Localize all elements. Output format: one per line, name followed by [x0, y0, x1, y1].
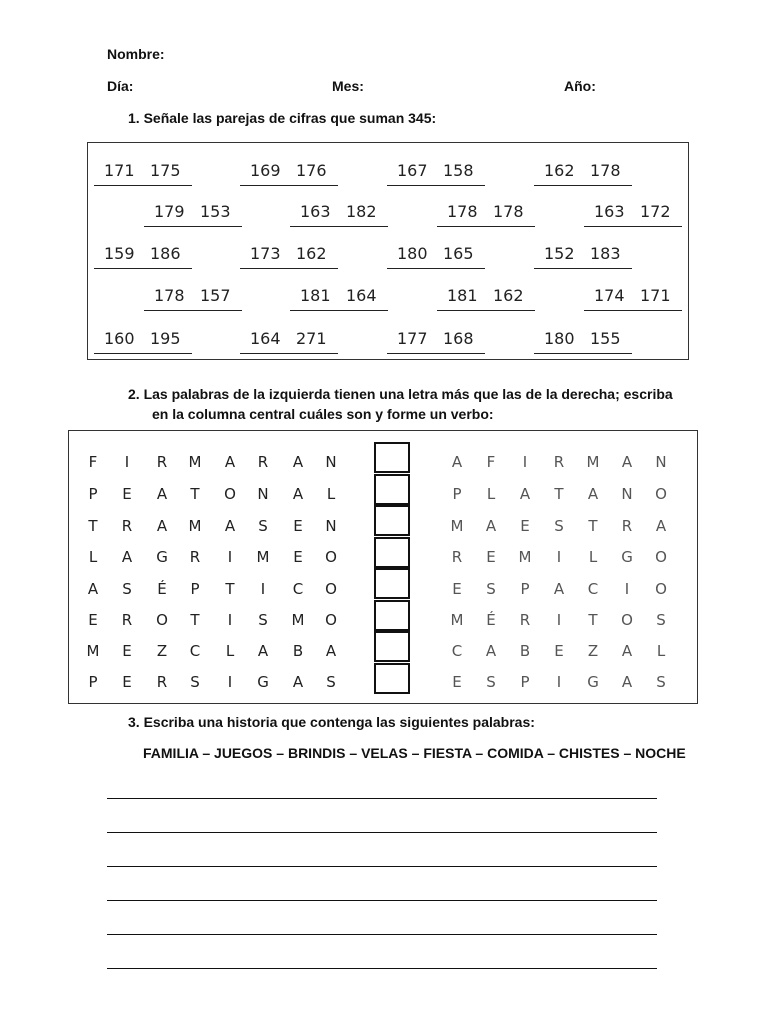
pair-number: 173	[250, 244, 281, 263]
right-word-letter: E	[486, 548, 496, 566]
day-label: Día:	[107, 78, 134, 94]
number-pair[interactable]	[290, 200, 388, 227]
right-word-letter: A	[485, 642, 497, 660]
left-word-letter: B	[292, 642, 304, 660]
left-word-letter: I	[227, 673, 233, 691]
pair-number: 155	[590, 329, 621, 348]
story-writing-line[interactable]	[107, 798, 657, 799]
left-word-letter: R	[121, 611, 133, 629]
right-word-letter: N	[621, 485, 633, 503]
left-word-letter: O	[325, 548, 337, 566]
exercise1-instruction: 1. Señale las parejas de cifras que suman 345:	[128, 110, 437, 126]
word-letters-box	[68, 430, 698, 704]
right-word-letter: P	[520, 580, 530, 598]
left-word-letter: E	[122, 673, 132, 691]
left-word-letter: A	[156, 485, 168, 503]
pair-number: 178	[493, 202, 524, 221]
left-word-letter: E	[293, 517, 303, 535]
left-word-letter: O	[224, 485, 236, 503]
left-word-letter: M	[291, 611, 305, 629]
pair-number: 176	[296, 161, 327, 180]
left-word-letter: M	[188, 517, 202, 535]
pair-number: 162	[296, 244, 327, 263]
left-word-letter: N	[325, 453, 337, 471]
right-word-letter: G	[621, 548, 633, 566]
left-word-letter: G	[257, 673, 269, 691]
answer-letter-cell[interactable]	[374, 505, 410, 536]
right-word-letter: R	[553, 453, 565, 471]
pair-number: 164	[346, 286, 377, 305]
right-word-letter: G	[587, 673, 599, 691]
left-word-letter: C	[292, 580, 304, 598]
pair-number: 169	[250, 161, 281, 180]
number-pair[interactable]	[534, 242, 632, 269]
number-pair[interactable]	[387, 327, 485, 354]
pair-number: 178	[590, 161, 621, 180]
pair-number: 178	[447, 202, 478, 221]
answer-letter-cell[interactable]	[374, 600, 410, 631]
pair-number: 174	[594, 286, 625, 305]
right-word-letter: C	[587, 580, 599, 598]
left-word-letter: S	[326, 673, 336, 691]
left-word-letter: G	[156, 548, 168, 566]
pair-number: 186	[150, 244, 181, 263]
number-pair[interactable]	[144, 200, 242, 227]
left-word-letter: A	[292, 453, 304, 471]
right-word-letter: Z	[587, 642, 599, 660]
left-word-letter: L	[326, 485, 336, 503]
left-word-letter: A	[257, 642, 269, 660]
exercise3-instruction: 3. Escriba una historia que contenga las siguientes palabras:	[128, 714, 535, 730]
left-word-letter: P	[88, 673, 98, 691]
number-pair[interactable]	[387, 242, 485, 269]
right-word-letter: E	[452, 673, 462, 691]
right-word-letter: A	[553, 580, 565, 598]
left-word-letter: S	[258, 611, 268, 629]
answer-letter-cell[interactable]	[374, 663, 410, 694]
number-pair[interactable]	[290, 284, 388, 311]
number-pair[interactable]	[534, 159, 632, 186]
right-word-letter: I	[556, 548, 562, 566]
pair-number: 153	[200, 202, 231, 221]
number-pair[interactable]	[240, 327, 338, 354]
right-word-letter: S	[554, 517, 564, 535]
right-word-letter: N	[655, 453, 667, 471]
story-writing-line[interactable]	[107, 934, 657, 935]
right-word-letter: M	[450, 517, 464, 535]
right-word-letter: E	[452, 580, 462, 598]
pair-number: 162	[493, 286, 524, 305]
right-word-letter: S	[656, 673, 666, 691]
left-word-letter: A	[87, 580, 99, 598]
left-word-letter: T	[88, 517, 98, 535]
pair-number: 178	[154, 286, 185, 305]
pair-number: 167	[397, 161, 428, 180]
right-word-letter: É	[486, 611, 496, 629]
pair-number: 175	[150, 161, 181, 180]
left-word-letter: A	[292, 485, 304, 503]
number-pair[interactable]	[387, 159, 485, 186]
story-writing-line[interactable]	[107, 968, 657, 969]
left-word-letter: Z	[156, 642, 168, 660]
answer-letter-cell[interactable]	[374, 631, 410, 662]
left-word-letter: L	[88, 548, 98, 566]
year-label: Año:	[564, 78, 596, 94]
pair-number: 160	[104, 329, 135, 348]
right-word-letter: M	[450, 611, 464, 629]
left-word-letter: P	[88, 485, 98, 503]
left-word-letter: I	[260, 580, 266, 598]
right-word-letter: R	[621, 517, 633, 535]
left-word-letter: O	[156, 611, 168, 629]
answer-letter-cell[interactable]	[374, 537, 410, 568]
story-words: FAMILIA – JUEGOS – BRINDIS – VELAS – FIESTA – COMIDA – CHISTES – NOCHE	[143, 745, 686, 761]
right-word-letter: I	[624, 580, 630, 598]
pair-number: 171	[104, 161, 135, 180]
pair-number: 158	[443, 161, 474, 180]
number-pair[interactable]	[144, 284, 242, 311]
left-word-letter: A	[224, 453, 236, 471]
right-word-letter: R	[451, 548, 463, 566]
left-word-letter: A	[292, 673, 304, 691]
story-writing-line[interactable]	[107, 866, 657, 867]
right-word-letter: E	[554, 642, 564, 660]
left-word-letter: T	[190, 485, 200, 503]
right-word-letter: I	[522, 453, 528, 471]
right-word-letter: S	[486, 673, 496, 691]
pair-number: 159	[104, 244, 135, 263]
right-word-letter: T	[588, 611, 598, 629]
number-pair[interactable]	[437, 200, 535, 227]
left-word-letter: E	[88, 611, 98, 629]
left-word-letter: I	[124, 453, 130, 471]
left-word-letter: S	[258, 517, 268, 535]
pair-number: 180	[544, 329, 575, 348]
right-word-letter: O	[655, 485, 667, 503]
left-word-letter: M	[256, 548, 270, 566]
pair-number: 183	[590, 244, 621, 263]
right-word-letter: P	[520, 673, 530, 691]
pair-number: 195	[150, 329, 181, 348]
left-word-letter: O	[325, 611, 337, 629]
left-word-letter: A	[224, 517, 236, 535]
left-word-letter: É	[157, 580, 167, 598]
left-word-letter: O	[325, 580, 337, 598]
pair-number: 152	[544, 244, 575, 263]
number-pair[interactable]	[240, 159, 338, 186]
name-label: Nombre:	[107, 46, 165, 62]
pair-number: 181	[300, 286, 331, 305]
right-word-letter: A	[621, 673, 633, 691]
right-word-letter: L	[656, 642, 666, 660]
left-word-letter: I	[227, 611, 233, 629]
left-word-letter: S	[122, 580, 132, 598]
answer-letter-cell[interactable]	[374, 474, 410, 505]
exercise2-instruction-line1: 2. Las palabras de la izquierda tienen una letra más que las de la derecha; escriba	[128, 386, 673, 402]
right-word-letter: B	[519, 642, 531, 660]
pair-number: 163	[300, 202, 331, 221]
left-word-letter: E	[122, 642, 132, 660]
left-word-letter: F	[88, 453, 98, 471]
pair-number: 181	[447, 286, 478, 305]
left-word-letter: I	[227, 548, 233, 566]
left-word-letter: A	[325, 642, 337, 660]
right-word-letter: T	[554, 485, 564, 503]
number-pair[interactable]	[94, 327, 192, 354]
left-word-letter: R	[189, 548, 201, 566]
right-word-letter: P	[452, 485, 462, 503]
month-label: Mes:	[332, 78, 364, 94]
left-word-letter: S	[190, 673, 200, 691]
pair-number: 163	[594, 202, 625, 221]
left-word-letter: T	[190, 611, 200, 629]
pair-number: 172	[640, 202, 671, 221]
left-word-letter: P	[190, 580, 200, 598]
pair-number: 164	[250, 329, 281, 348]
left-word-letter: M	[188, 453, 202, 471]
left-word-letter: A	[156, 517, 168, 535]
left-word-letter: R	[257, 453, 269, 471]
right-word-letter: T	[588, 517, 598, 535]
left-word-letter: M	[86, 642, 100, 660]
answer-letter-cell[interactable]	[374, 442, 410, 473]
right-word-letter: A	[621, 453, 633, 471]
right-word-letter: C	[451, 642, 463, 660]
left-word-letter: E	[122, 485, 132, 503]
pair-number: 171	[640, 286, 671, 305]
pair-number: 182	[346, 202, 377, 221]
left-word-letter: E	[293, 548, 303, 566]
right-word-letter: E	[520, 517, 530, 535]
pair-number: 165	[443, 244, 474, 263]
right-word-letter: L	[486, 485, 496, 503]
number-pair[interactable]	[94, 159, 192, 186]
left-word-letter: R	[156, 673, 168, 691]
right-word-letter: A	[587, 485, 599, 503]
right-word-letter: M	[518, 548, 532, 566]
left-word-letter: L	[225, 642, 235, 660]
right-word-letter: S	[486, 580, 496, 598]
right-word-letter: I	[556, 611, 562, 629]
story-writing-line[interactable]	[107, 900, 657, 901]
number-pairs-box	[87, 142, 689, 360]
right-word-letter: I	[556, 673, 562, 691]
number-pair[interactable]	[94, 242, 192, 269]
pair-number: 180	[397, 244, 428, 263]
right-word-letter: S	[656, 611, 666, 629]
left-word-letter: A	[121, 548, 133, 566]
number-pair[interactable]	[437, 284, 535, 311]
right-word-letter: O	[621, 611, 633, 629]
number-pair[interactable]	[534, 327, 632, 354]
right-word-letter: O	[655, 548, 667, 566]
exercise2-instruction-line2: en la columna central cuáles son y forme un verbo:	[152, 406, 494, 422]
number-pair[interactable]	[584, 284, 682, 311]
left-word-letter: N	[325, 517, 337, 535]
right-word-letter: A	[485, 517, 497, 535]
right-word-letter: L	[588, 548, 598, 566]
right-word-letter: R	[519, 611, 531, 629]
left-word-letter: C	[189, 642, 201, 660]
pair-number: 162	[544, 161, 575, 180]
pair-number: 157	[200, 286, 231, 305]
pair-number: 177	[397, 329, 428, 348]
right-word-letter: A	[451, 453, 463, 471]
pair-number: 271	[296, 329, 327, 348]
number-pair[interactable]	[240, 242, 338, 269]
right-word-letter: F	[486, 453, 496, 471]
left-word-letter: R	[156, 453, 168, 471]
answer-letter-cell[interactable]	[374, 568, 410, 599]
left-word-letter: N	[257, 485, 269, 503]
right-word-letter: A	[655, 517, 667, 535]
right-word-letter: O	[655, 580, 667, 598]
story-writing-line[interactable]	[107, 832, 657, 833]
number-pair[interactable]	[584, 200, 682, 227]
pair-number: 179	[154, 202, 185, 221]
left-word-letter: R	[121, 517, 133, 535]
pair-number: 168	[443, 329, 474, 348]
right-word-letter: A	[519, 485, 531, 503]
right-word-letter: A	[621, 642, 633, 660]
right-word-letter: M	[586, 453, 600, 471]
left-word-letter: T	[225, 580, 235, 598]
